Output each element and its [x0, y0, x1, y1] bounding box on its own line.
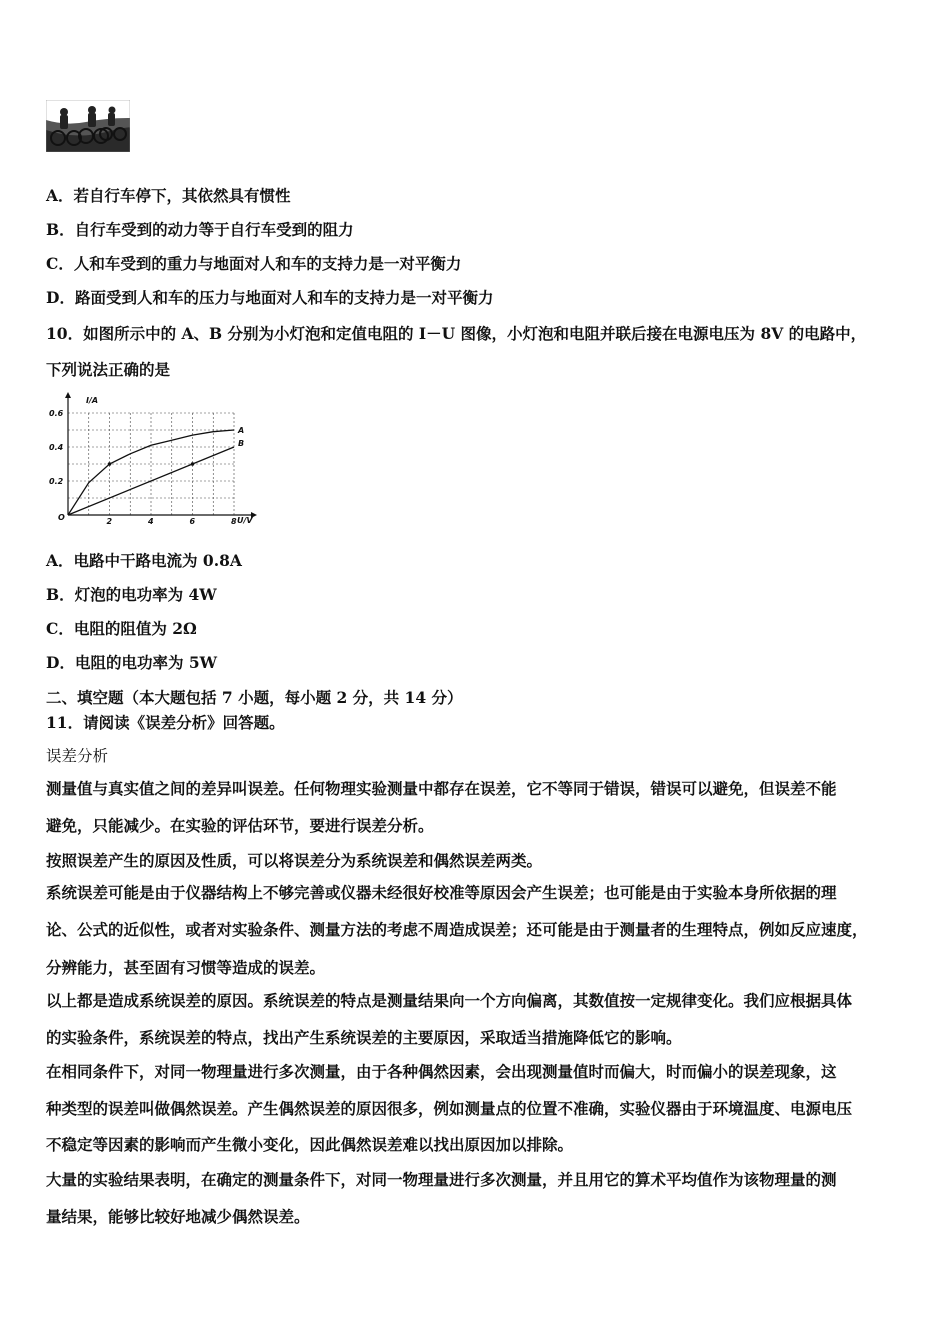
q10-stem-line2: 下列说法正确的是	[46, 360, 171, 379]
q10-stem-line1: 10．如图所示中的 A、B 分别为小灯泡和定值电阻的 I－U 图像，小灯泡和电阻并联后接在电源电压为 8V 的电路中，	[46, 324, 867, 343]
cyclists-image	[46, 100, 130, 152]
x-tick-label: 8	[231, 517, 237, 526]
article-line: 种类型的误差叫做偶然误差。产生偶然误差的原因很多，例如测量点的位置不准确，实验仪器由于环境温度、电源电压	[46, 1099, 853, 1118]
q9-option-d: D．路面受到人和车的压力与地面对人和车的支持力是一对平衡力	[46, 288, 494, 307]
q11-stem: 11．请阅读《误差分析》回答题。	[46, 713, 285, 732]
section2-heading: 二、填空题（本大题包括 7 小题，每小题 2 分，共 14 分）	[46, 688, 463, 707]
q9-option-c: C．人和车受到的重力与地面对人和车的支持力是一对平衡力	[46, 254, 462, 273]
article-line: 分辨能力，甚至固有习惯等造成的误差。	[46, 958, 326, 977]
x-tick-label: 4	[148, 517, 154, 526]
y-tick-label: 0.6	[49, 409, 64, 418]
q9-option-a: A．若自行车停下，其依然具有惯性	[46, 186, 291, 205]
x-tick-label: 6	[189, 517, 196, 526]
article-line: 系统误差可能是由于仪器结构上不够完善或仪器未经很好校准等原因会产生误差；也可能是由于实验本身所依据的理	[46, 883, 837, 902]
article-line: 量结果，能够比较好地减少偶然误差。	[46, 1207, 310, 1226]
series-a-label: A	[238, 426, 245, 435]
graph-grid	[68, 413, 234, 515]
article-line: 避免，只能减少。在实验的评估环节，要进行误差分析。	[46, 816, 434, 835]
q10-option-c: C．电阻的阻值为 2Ω	[46, 619, 197, 638]
origin-label: O	[58, 513, 65, 522]
q9-option-b: B．自行车受到的动力等于自行车受到的阻力	[46, 220, 354, 239]
article-title: 误差分析	[46, 747, 109, 765]
iu-graph	[46, 392, 266, 527]
q10-option-a: A．电路中干路电流为 0.8A	[46, 551, 242, 570]
y-tick-label: 0.4	[49, 443, 64, 452]
x-tick-label: 2	[106, 517, 113, 526]
article-line: 测量值与真实值之间的差异叫误差。任何物理实验测量中都存在误差，它不等同于错误，错误可以避免，但误差不能	[46, 779, 837, 798]
q10-option-b: B．灯泡的电功率为 4W	[46, 585, 217, 604]
y-axis-label: I/A	[86, 396, 99, 405]
article-line: 论、公式的近似性，或者对实验条件、测量方法的考虑不周造成误差；还可能是由于测量者的生理特点，例如反应速度，	[46, 920, 868, 939]
article-line: 大量的实验结果表明，在确定的测量条件下，对同一物理量进行多次测量，并且用它的算术平均值作为该物理量的测	[46, 1170, 837, 1189]
article-line: 的实验条件，系统误差的特点，找出产生系统误差的主要原因，采取适当措施降低它的影响。	[46, 1028, 682, 1047]
x-axis-label: U/V	[237, 516, 253, 525]
article-line: 不稳定等因素的影响而产生微小变化，因此偶然误差难以找出原因加以排除。	[46, 1135, 574, 1154]
article-line: 按照误差产生的原因及性质，可以将误差分为系统误差和偶然误差两类。	[46, 851, 543, 870]
article-line: 在相同条件下，对同一物理量进行多次测量，由于各种偶然因素，会出现测量值时而偏大，时而偏小的误差现象，这	[46, 1062, 837, 1081]
series-b-label: B	[238, 439, 245, 448]
y-axis-arrow	[65, 392, 71, 398]
article-line: 以上都是造成系统误差的原因。系统误差的特点是测量结果向一个方向偏离，其数值按一定规律变化。我们应根据具体	[46, 991, 853, 1010]
data-point	[191, 462, 195, 466]
q10-option-d: D．电阻的电功率为 5W	[46, 653, 218, 672]
data-point	[108, 462, 112, 466]
y-tick-label: 0.2	[49, 477, 64, 486]
